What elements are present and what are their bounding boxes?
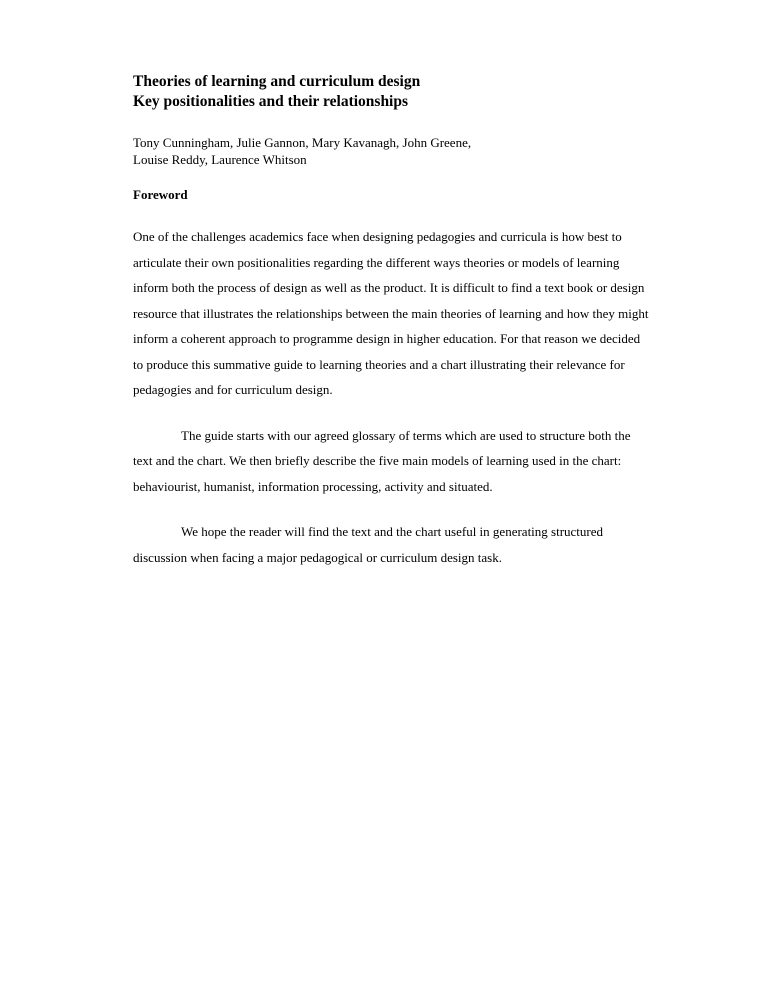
title-line-1: Theories of learning and curriculum design — [133, 73, 421, 90]
foreword-paragraph-2: The guide starts with our agreed glossary of terms which are used to structure both the text and the chart. We then briefly describe the five main models of learning used in the chart: behaviourist, humanist, information processing, activity and situated. — [133, 427, 631, 494]
document-page — [133, 72, 653, 570]
section-heading-foreword: Foreword — [133, 187, 188, 202]
foreword-paragraph-1: One of the challenges academics face when designing pedagogies and curricula is how best to articulate their own positionalities regarding the different ways theories or models of learning inform both the process of design as well as the product. It is difficult to find a text book or design resource that illustrates the relationships between the main theories of learning and how they might inform a coherent approach to programme design in higher education. For that reason we decided to produce this summative guide to learning theories and a chart illustrating their relevance for pedagogies and for curriculum design. — [133, 229, 649, 397]
authors-line-1: Tony Cunningham, Julie Gannon, Mary Kavanagh, John Greene, — [133, 135, 472, 150]
authors-line-2: Louise Reddy, Laurence Whitson — [133, 152, 307, 167]
document-title — [133, 72, 653, 112]
author-list — [133, 134, 653, 168]
title-line-2: Key positionalities and their relationships — [133, 93, 409, 110]
foreword-paragraph-3: We hope the reader will find the text and the chart useful in generating structured discussion when facing a major pedagogical or curriculum design task. — [133, 524, 604, 565]
